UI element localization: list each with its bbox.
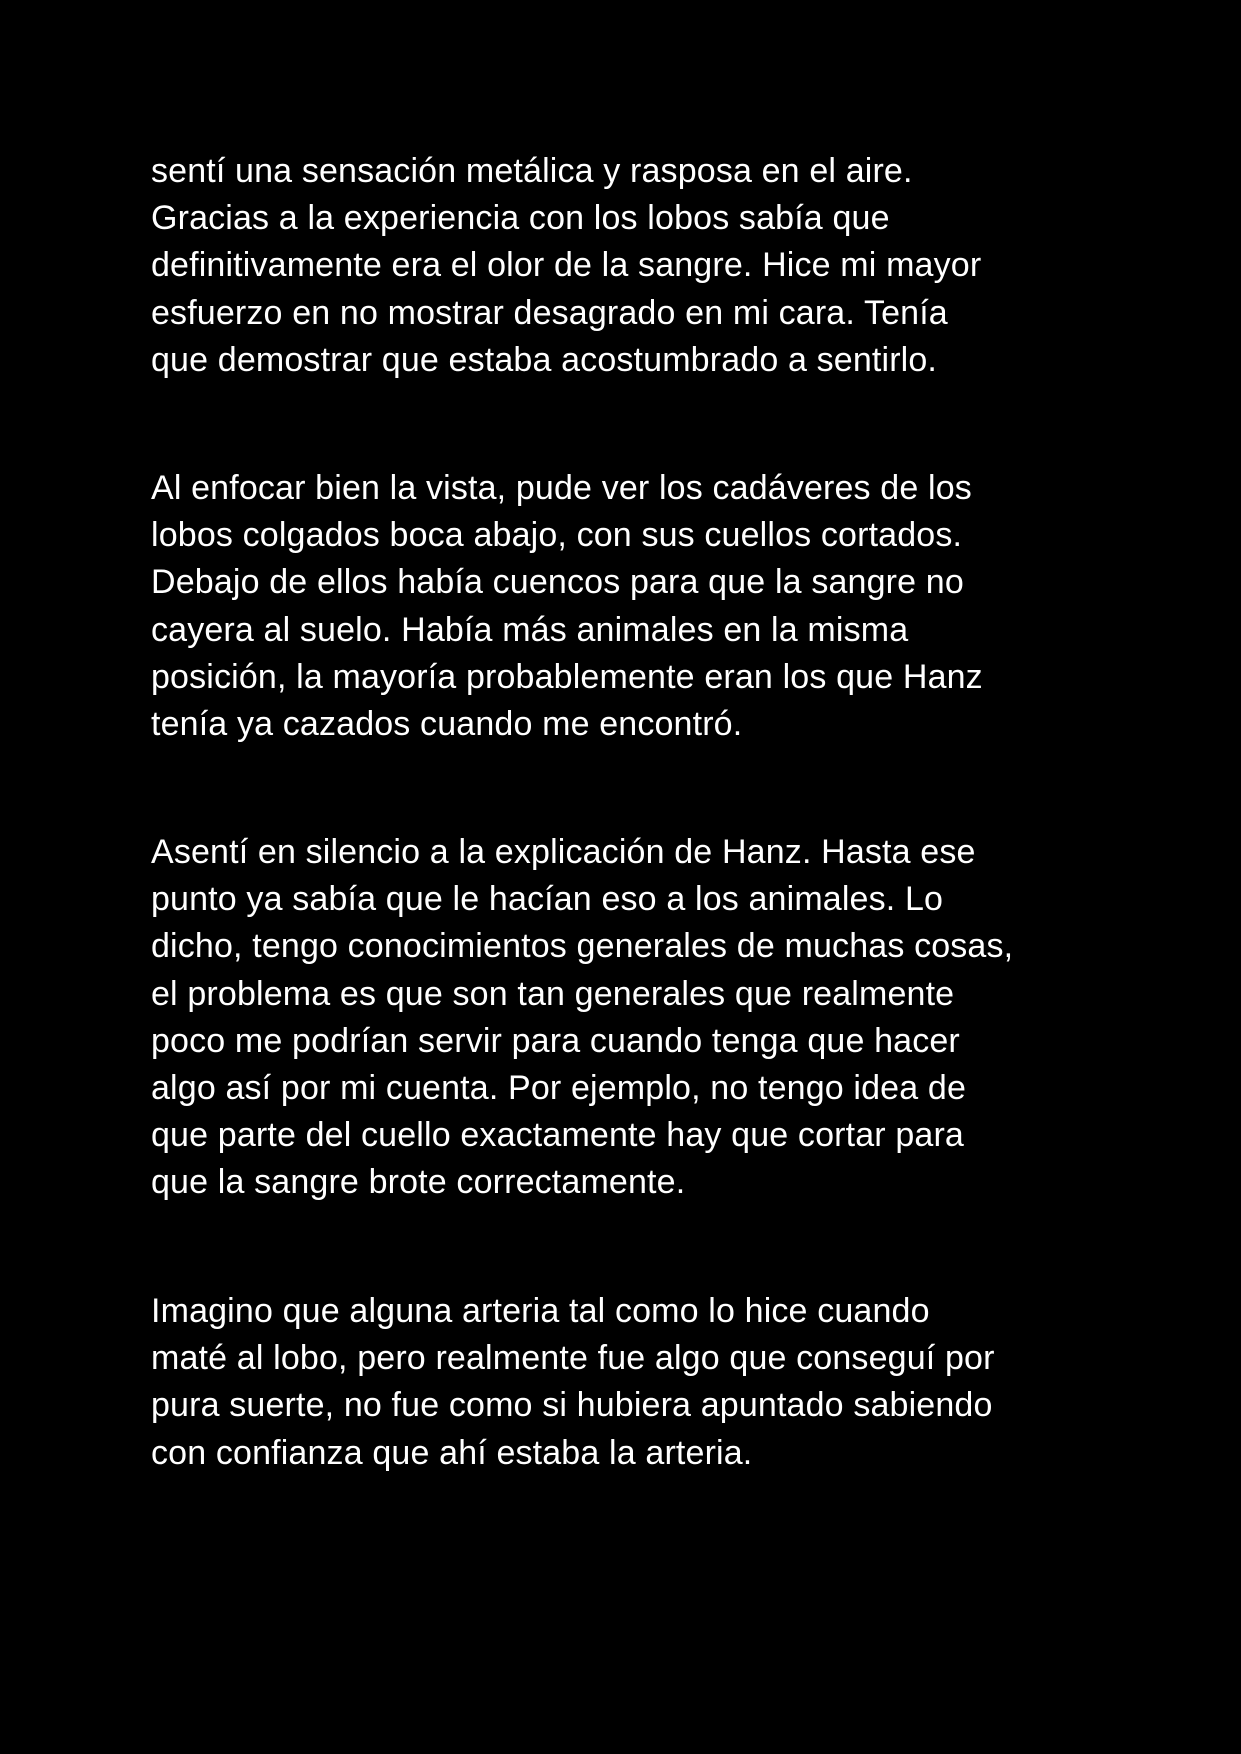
text-line: pura suerte, no fue como si hubiera apuntado sabiendo xyxy=(151,1386,993,1425)
text-line: que demostrar que estaba acostumbrado a sentirlo. xyxy=(151,340,938,379)
text-line: definitivamente era el olor de la sangre. Hice mi mayor xyxy=(151,246,982,285)
text-line: Debajo de ellos había cuencos para que la sangre no xyxy=(151,563,964,602)
text-line: esfuerzo en no mostrar desagrado en mi cara. Tenía xyxy=(151,293,948,332)
text-line: cayera al suelo. Había más animales en la misma xyxy=(151,610,909,649)
text-line: Asentí en silencio a la explicación de Hanz. Hasta ese xyxy=(151,833,976,871)
paragraph-2 xyxy=(151,465,983,748)
text-line: sentí una sensación metálica y rasposa en el aire. xyxy=(151,152,913,190)
text-line: dicho, tengo conocimientos generales de muchas cosas, xyxy=(151,927,1014,966)
text-line: Gracias a la experiencia con los lobos sabía que xyxy=(151,199,890,238)
text-line: que parte del cuello exactamente hay que cortar para xyxy=(151,1116,964,1155)
text-line: poco me podrían servir para cuando tenga que hacer xyxy=(151,1021,960,1060)
text-line: algo así por mi cuenta. Por ejemplo, no tengo idea de xyxy=(151,1068,967,1107)
text-line: tenía ya cazados cuando me encontró. xyxy=(151,704,743,743)
text-line: el problema es que son tan generales que realmente xyxy=(151,974,955,1013)
text-line: Imagino que alguna arteria tal como lo hice cuando xyxy=(151,1292,930,1330)
paragraph-1 xyxy=(151,148,981,384)
text-line: maté al lobo, pero realmente fue algo que conseguí por xyxy=(151,1339,995,1378)
paragraph-4 xyxy=(151,1288,995,1477)
text-line: posición, la mayoría probablemente eran los que Hanz xyxy=(151,657,983,696)
paragraph-3 xyxy=(151,829,1013,1207)
text-line: Al enfocar bien la vista, pude ver los cadáveres de los xyxy=(151,469,972,507)
text-line: punto ya sabía que le hacían eso a los animales. Lo xyxy=(151,880,944,919)
text-line: con confianza que ahí estaba la arteria. xyxy=(151,1433,753,1472)
text-line: lobos colgados boca abajo, con sus cuellos cortados. xyxy=(151,516,963,555)
text-line: que la sangre brote correctamente. xyxy=(151,1163,686,1202)
